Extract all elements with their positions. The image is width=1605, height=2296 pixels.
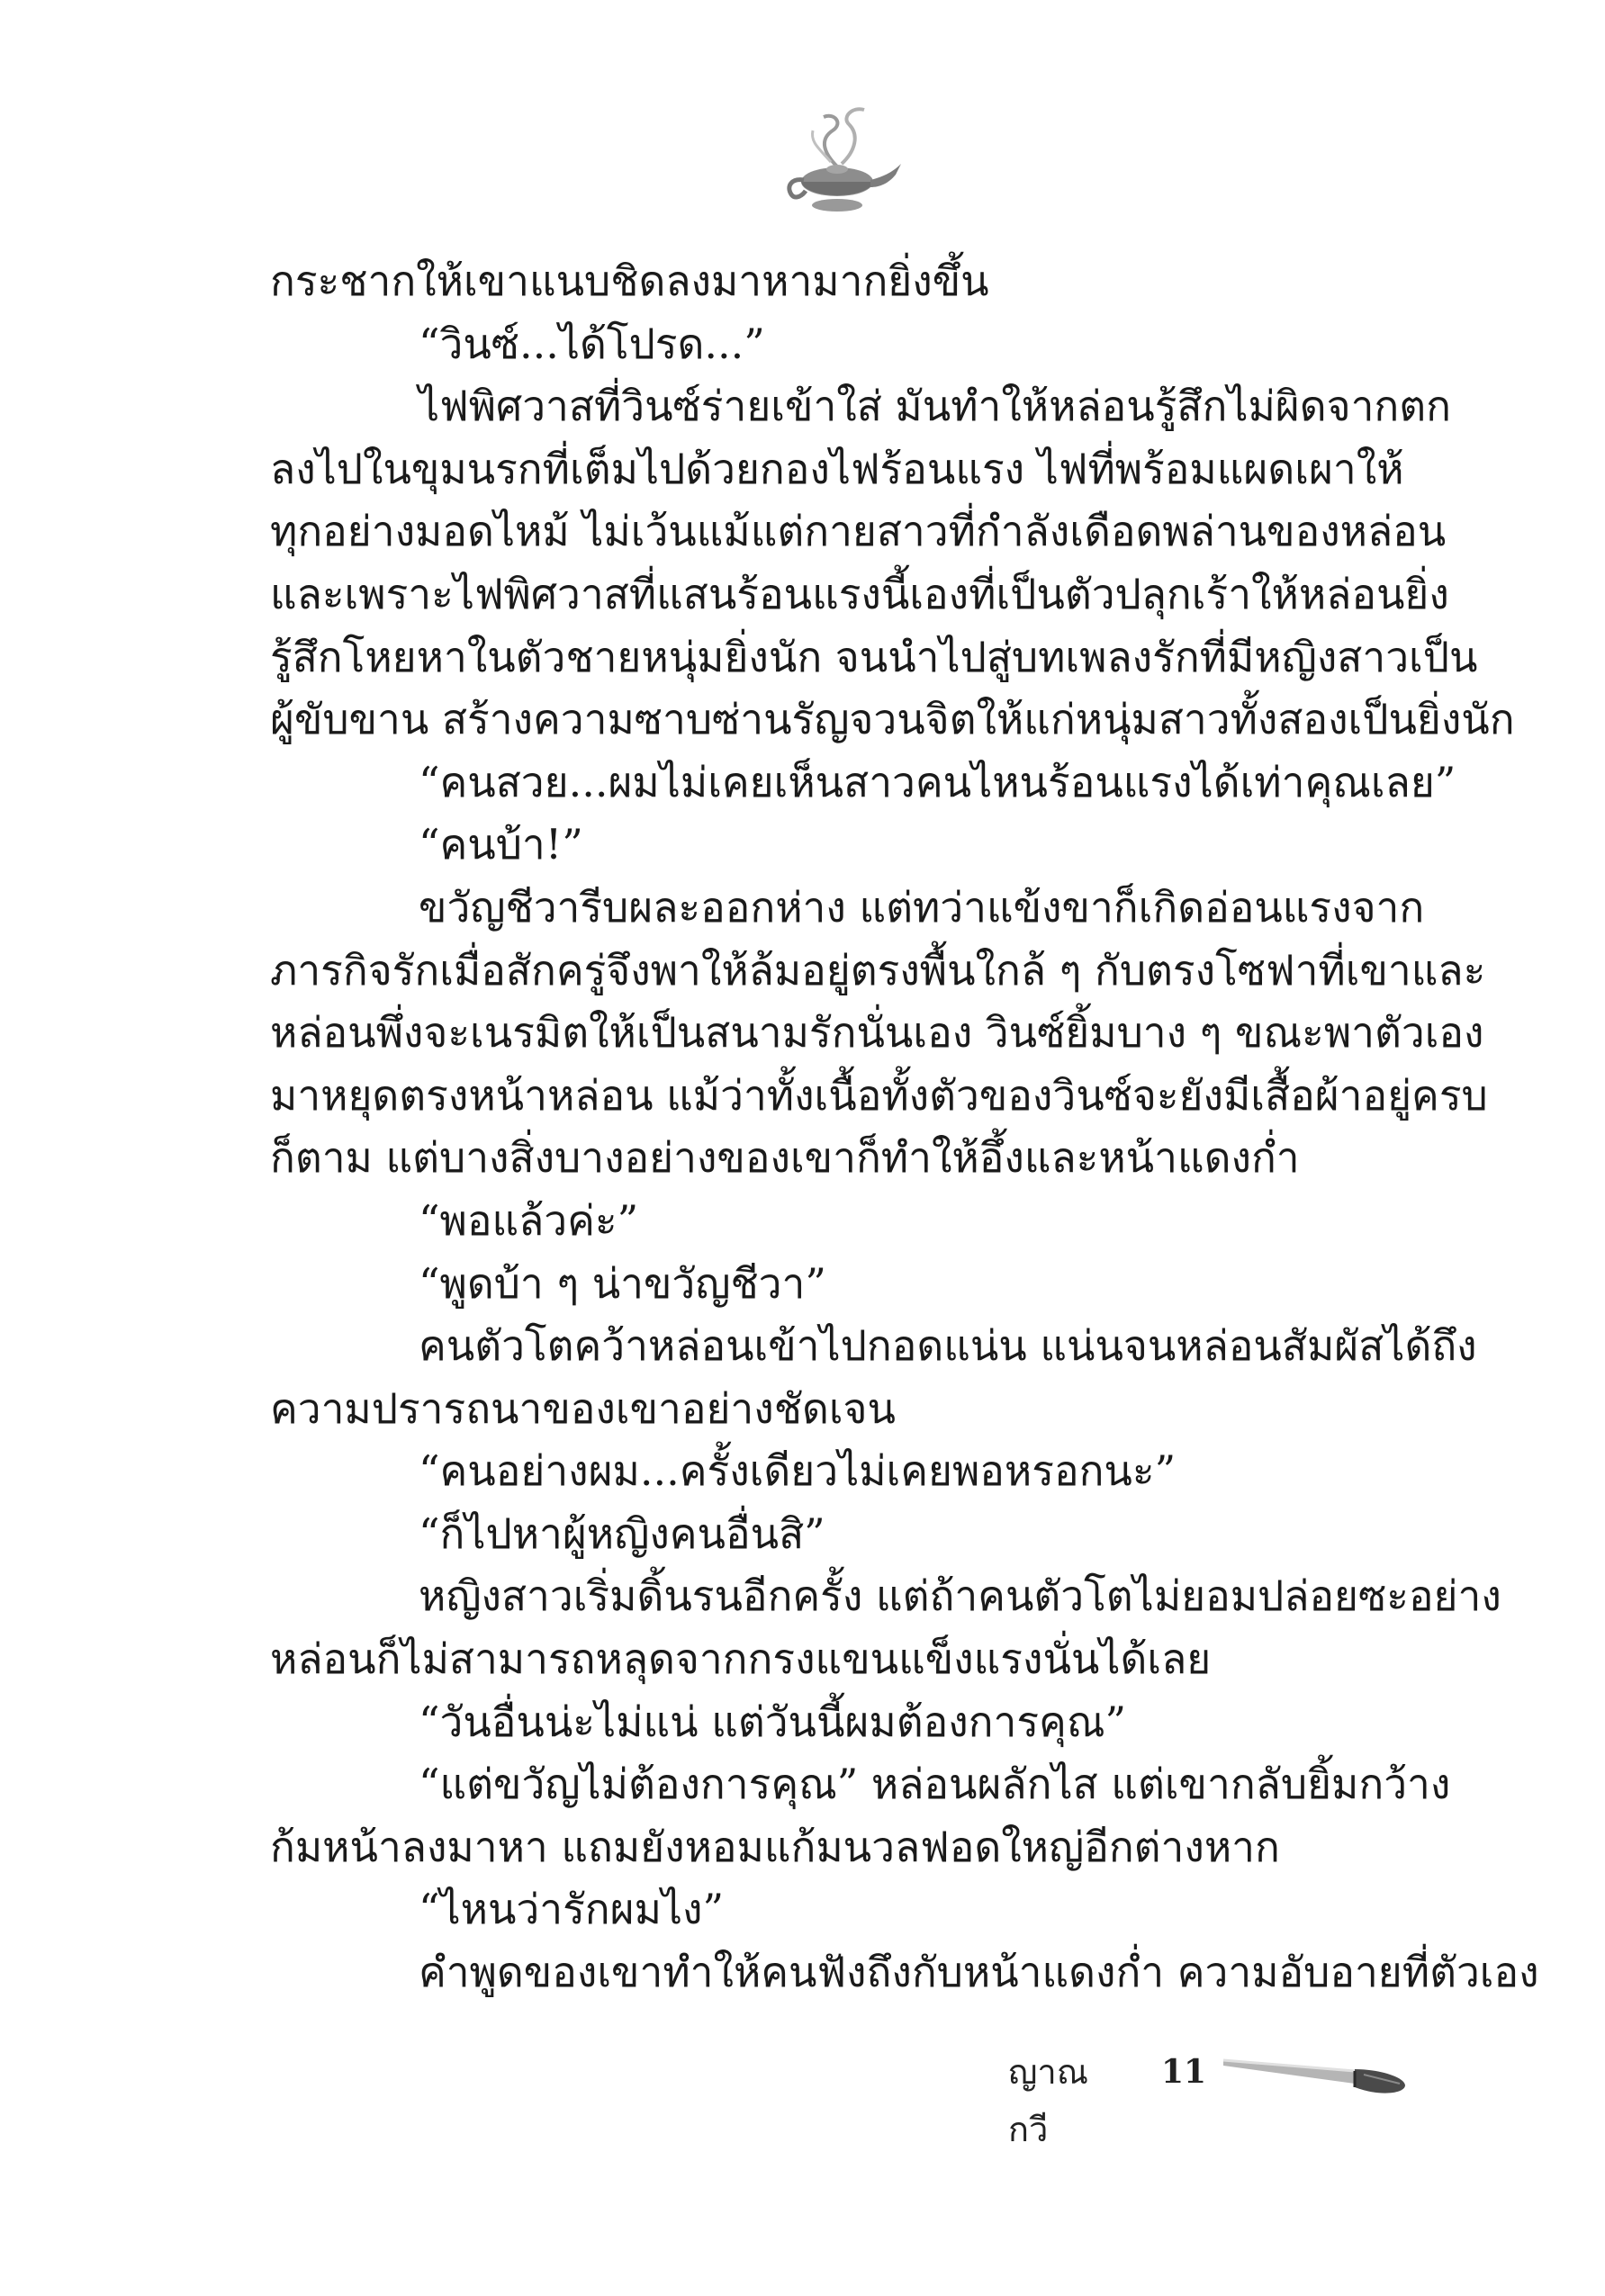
text-line: “วินซ์...ได้โปรด...” [419, 319, 765, 368]
text-line: ความปรารถนาของเขาอย่างชัดเจน [270, 1383, 896, 1433]
author-name: ญาณกวี [1008, 2052, 1088, 2149]
page-number: 11 [1161, 2053, 1207, 2091]
text-line: “คนสวย...ผมไม่เคยเห็นสาวคนไหนร้อนแรงได้เท่าคุณเลย” [419, 757, 1456, 806]
text-line: ทุกอย่างมอดไหม้ ไม่เว้นแม้แต่กายสาวที่กำลังเดือดพล่านของหล่อน [270, 507, 1447, 556]
text-line: หล่อนก็ไม่สามารถหลุดจากกรงแขนแข็งแรงนั่นได้เลย [270, 1634, 1212, 1684]
text-line: มาหยุดตรงหน้าหล่อน แม้ว่าทั้งเนื้อทั้งตัวของวินซ์จะยังมีเสื้อผ้าอยู่ครบ [270, 1070, 1488, 1120]
text-line: ก็ตาม แต่บางสิ่งบางอย่างของเขาก็ทำให้อึ้งและหน้าแดงก่ำ [270, 1133, 1300, 1183]
text-line: คำพูดของเขาทำให้คนฟังถึงกับหน้าแดงก่ำ ความอับอายที่ตัวเอง [419, 1948, 1539, 1997]
text-line: “พอแล้วค่ะ” [419, 1195, 639, 1245]
text-line: “วันอื่นน่ะไม่แน่ แต่วันนี้ผมต้องการคุณ” [419, 1697, 1127, 1746]
text-line: ก้มหน้าลงมาหา แถมยังหอมแก้มนวลฟอดใหญ่อีกต่างหาก [270, 1822, 1280, 1871]
text-line: “แต่ขวัญไม่ต้องการคุณ” หล่อนผลักไส แต่เขากลับยิ้มกว้าง [419, 1760, 1451, 1809]
text-line: “ก็ไปหาผู้หญิงคนอื่นสิ” [419, 1508, 825, 1558]
text-line: “คนบ้า!” [419, 820, 583, 869]
pen-icon [1220, 2048, 1409, 2102]
text-line: คนตัวโตคว้าหล่อนเข้าไปกอดแน่น แน่นจนหล่อนสัมผัสได้ถึง [419, 1321, 1477, 1371]
text-line: กระชากให้เขาแนบชิดลงมาหามากยิ่งขึ้น [270, 257, 989, 305]
text-line: “คนอย่างผม...ครั้งเดียวไม่เคยพอหรอกนะ” [419, 1446, 1177, 1496]
text-line: รู้สึกโหยหาในตัวชายหนุ่มยิ่งนัก จนนำไปสู่บทเพลงรักที่มีหญิงสาวเป็น [270, 632, 1478, 681]
text-line: หญิงสาวเริ่มดิ้นรนอีกครั้ง แต่ถ้าคนตัวโตไม่ยอมปล่อยซะอย่าง [419, 1571, 1501, 1621]
text-line: และเพราะไฟพิศวาสที่แสนร้อนแรงนี้เองที่เป็นตัวปลุกเร้าให้หล่อนยิ่ง [270, 569, 1449, 618]
text-line: “พูดบ้า ๆ น่าขวัญชีวา” [419, 1258, 826, 1308]
text-line: หล่อนพึ่งจะเนรมิตให้เป็นสนามรักนั่นเอง วินซ์ยิ้มบาง ๆ ขณะพาตัวเอง [270, 1008, 1484, 1058]
text-line: ผู้ขับขาน สร้างความซาบซ่านรัญจวนจิตให้แก่หนุ่มสาวทั้งสองเป็นยิ่งนัก [270, 695, 1515, 744]
magic-lamp-icon [770, 99, 905, 225]
text-line: ไฟพิศวาสที่วินซ์ร่ายเข้าใส่ มันทำให้หล่อนรู้สึกไม่ผิดจากตก [419, 382, 1451, 431]
text-line: “ไหนว่ารักผมไง” [419, 1885, 725, 1934]
text-line: ขวัญชีวารีบผละออกห่าง แต่ทว่าแข้งขาก็เกิดอ่อนแรงจาก [419, 882, 1425, 932]
body-text [270, 250, 1539, 2004]
text-line: ลงไปในขุมนรกที่เต็มไปด้วยกองไฟร้อนแรง ไฟที่พร้อมแผดเผาให้ [270, 444, 1404, 493]
text-line: ภารกิจรักเมื่อสักครู่จึงพาให้ล้มอยู่ตรงพื้นใกล้ ๆ กับตรงโซฟาที่เขาและ [270, 945, 1486, 995]
